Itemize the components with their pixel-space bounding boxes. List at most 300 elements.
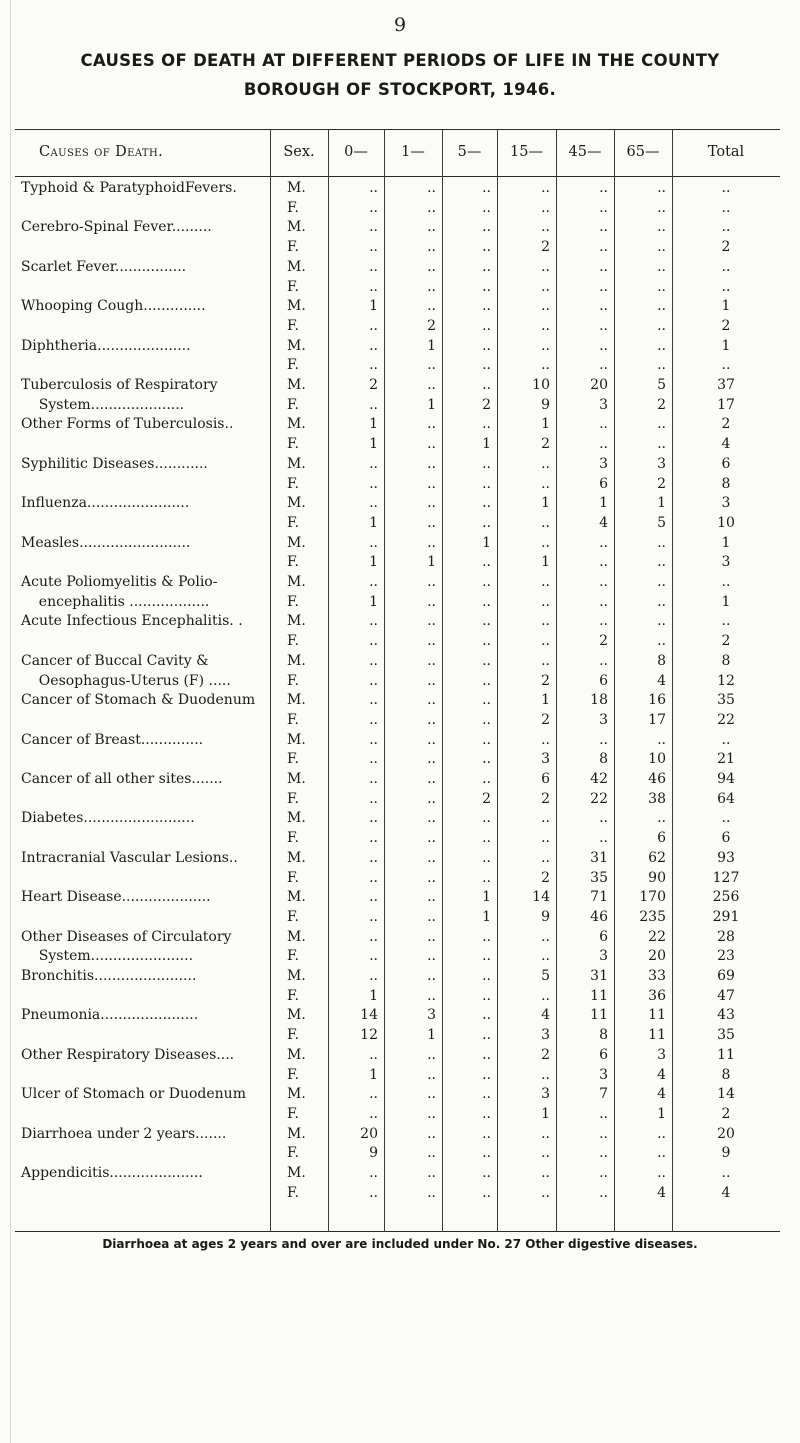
cause-label: Intracranial Vascular Lesions.. [21, 849, 238, 866]
cell-age-15: .. [541, 357, 550, 374]
cell-age-65: .. [657, 278, 666, 295]
sex-cell: F. [287, 948, 299, 965]
cell-age-0: 14 [360, 1007, 378, 1024]
cell-total: 93 [717, 849, 735, 866]
sex-cell: M. [287, 692, 306, 709]
sex-cell: M. [287, 337, 306, 354]
cell-age-1: .. [427, 731, 436, 748]
table-row [15, 771, 780, 788]
cell-total: 1 [721, 593, 731, 610]
cell-total: 8 [721, 652, 731, 669]
cell-age-0: .. [369, 771, 378, 787]
sex-cell: M. [287, 219, 306, 236]
cell-age-65: .. [657, 810, 666, 827]
cause-label [21, 357, 270, 374]
cell-age-1: .. [427, 377, 436, 393]
sex-cell: F. [287, 514, 299, 531]
cell-age-15: .. [541, 455, 550, 472]
table-row [15, 515, 780, 532]
cell-age-5: 2 [482, 790, 491, 807]
cell-age-65: .. [657, 554, 666, 571]
cell-age-15: 3 [541, 1027, 550, 1044]
cell-age-1: .. [427, 711, 436, 728]
cell-age-1: .. [427, 672, 436, 689]
cell-age-15: .. [541, 849, 550, 866]
cell-age-15: .. [541, 317, 550, 334]
cell-age-5: .. [482, 180, 491, 196]
cell-age-1: .. [427, 830, 436, 847]
cell-age-45: .. [599, 258, 608, 275]
cause-label [21, 988, 270, 1005]
cell-age-0: .. [369, 908, 378, 925]
cell-total: 1 [721, 534, 731, 551]
cell-total: .. [721, 731, 731, 748]
table-row [15, 673, 780, 690]
cause-label: Heart Disease.................... [21, 889, 211, 906]
cell-age-5: .. [482, 1105, 491, 1122]
cell-age-1: .. [427, 514, 436, 531]
cell-age-65: .. [657, 239, 666, 256]
cell-age-15: .. [541, 810, 550, 827]
cell-age-15: .. [541, 830, 550, 847]
table-row [15, 554, 780, 571]
cell-age-1: 1 [427, 554, 436, 571]
table-row [15, 200, 780, 217]
table-row [15, 377, 780, 394]
cell-total: 28 [717, 928, 735, 945]
cause-label [21, 751, 270, 768]
sex-cell: M. [287, 652, 306, 669]
cell-age-45: .. [599, 436, 608, 453]
cell-age-15: .. [541, 948, 550, 965]
cause-label [21, 830, 270, 847]
cause-label: Acute Poliomyelitis & Polio- [21, 574, 218, 590]
cell-age-45: 11 [590, 987, 608, 1004]
cell-age-0: .. [369, 495, 378, 512]
cell-age-45: 31 [590, 849, 608, 866]
table-row [15, 594, 780, 611]
table-bottom-rule [15, 1231, 780, 1232]
sex-cell: F. [287, 1105, 299, 1122]
cause-label [21, 1067, 270, 1084]
cell-age-0: .. [369, 1105, 378, 1122]
sex-cell: M. [287, 613, 306, 630]
table-row [15, 397, 780, 414]
cell-age-1: .. [427, 987, 436, 1004]
cell-total: 8 [721, 475, 731, 492]
cell-age-15: .. [541, 258, 550, 275]
cell-age-1: .. [427, 258, 436, 275]
cell-age-0: .. [369, 396, 378, 413]
cell-age-65: 1 [657, 1105, 666, 1122]
cell-age-15: 3 [541, 1086, 550, 1103]
cell-age-65: .. [657, 574, 666, 590]
cell-age-5: .. [482, 377, 491, 393]
cell-age-45: .. [599, 1165, 608, 1181]
cause-label [21, 554, 270, 571]
cell-total: 3 [721, 554, 731, 571]
cell-total: 10 [717, 514, 735, 531]
cause-label: System....................... [21, 948, 194, 965]
cell-age-65: .. [657, 1145, 666, 1162]
cell-age-5: .. [482, 574, 491, 590]
cell-age-15: .. [541, 278, 550, 295]
cause-label [21, 870, 270, 887]
cell-age-65: 3 [657, 455, 666, 472]
cell-age-0: .. [369, 633, 378, 650]
table-row [15, 1106, 780, 1123]
table-row [15, 870, 780, 887]
cell-age-1: .. [427, 219, 436, 236]
cell-age-1: .. [427, 239, 436, 256]
cell-total: 37 [717, 377, 735, 393]
cell-age-5: .. [482, 514, 491, 531]
table-row [15, 298, 780, 315]
cause-label: Cancer of Buccal Cavity & [21, 652, 209, 669]
sex-cell: F. [287, 987, 299, 1004]
cell-age-45: .. [599, 317, 608, 334]
table-row [15, 1185, 780, 1202]
cell-age-1: .. [427, 436, 436, 453]
cell-age-5: .. [482, 554, 491, 571]
table-row [15, 810, 780, 827]
cell-age-65: 11 [648, 1007, 666, 1024]
cause-label [21, 318, 270, 335]
cell-age-0: .. [369, 692, 378, 709]
cell-age-15: 4 [541, 1007, 550, 1024]
cause-label: Syphilitic Diseases............ [21, 455, 208, 472]
cell-age-45: .. [599, 239, 608, 256]
cell-age-5: .. [482, 593, 491, 610]
cell-age-0: .. [369, 790, 378, 807]
table-row [15, 1067, 780, 1084]
table-row [15, 948, 780, 965]
cell-age-45: .. [599, 357, 608, 374]
cell-age-1: .. [427, 810, 436, 827]
table-row [15, 338, 780, 355]
cell-age-65: 4 [657, 1086, 666, 1103]
cell-age-5: .. [482, 1145, 491, 1162]
cell-age-45: .. [599, 1105, 608, 1122]
sex-cell: M. [287, 1007, 306, 1024]
cause-label: Tuberculosis of Respiratory [21, 377, 218, 393]
cell-age-0: .. [369, 1086, 378, 1103]
cell-age-45: .. [599, 1184, 608, 1201]
cell-age-65: .. [657, 317, 666, 334]
table-row [15, 791, 780, 808]
sex-cell: F. [287, 1145, 299, 1162]
sex-cell: M. [287, 416, 306, 433]
cause-label: Cancer of all other sites....... [21, 771, 223, 787]
cell-total: .. [721, 258, 731, 275]
cell-total: 4 [721, 436, 731, 453]
cell-age-45: 2 [599, 633, 608, 650]
cell-age-1: .. [427, 495, 436, 512]
cell-total: 94 [717, 771, 735, 787]
cell-age-15: .. [541, 593, 550, 610]
sex-cell: M. [287, 455, 306, 472]
cell-age-45: .. [599, 731, 608, 748]
table-row [15, 1126, 780, 1143]
cell-age-65: 4 [657, 1184, 666, 1201]
cell-age-65: 11 [648, 1027, 666, 1044]
cell-age-5: .. [482, 1125, 491, 1142]
cell-age-1: .. [427, 968, 436, 984]
table-row [15, 929, 780, 946]
cause-label [21, 909, 270, 926]
table-row [15, 574, 780, 591]
sex-cell: M. [287, 1086, 306, 1103]
cell-total: 127 [712, 869, 740, 886]
cause-label: Cerebro-Spinal Fever......... [21, 219, 212, 236]
cell-age-0: .. [369, 534, 378, 551]
cell-age-5: .. [482, 258, 491, 275]
cell-age-1: .. [427, 1086, 436, 1103]
cell-age-65: .. [657, 337, 666, 354]
cell-total: .. [721, 613, 731, 630]
cell-age-5: 1 [482, 908, 491, 925]
cell-total: .. [721, 357, 731, 374]
sex-cell: F. [287, 751, 299, 768]
cell-age-0: .. [369, 652, 378, 669]
cell-age-15: .. [541, 1125, 550, 1142]
cell-age-45: 6 [599, 1046, 608, 1063]
cell-age-0: .. [369, 810, 378, 827]
cell-age-0: .. [369, 199, 378, 216]
sex-cell: F. [287, 475, 299, 492]
cell-age-0: 12 [360, 1027, 378, 1044]
cell-age-5: .. [482, 968, 491, 984]
cell-age-15: 6 [541, 771, 550, 787]
cell-total: 8 [721, 1066, 731, 1083]
cell-total: .. [721, 574, 731, 590]
cell-age-45: .. [599, 219, 608, 236]
cause-label: System..................... [21, 396, 185, 413]
cell-age-45: 46 [590, 908, 608, 925]
table-row [15, 889, 780, 906]
cell-age-0: .. [369, 455, 378, 472]
table-row [15, 1145, 780, 1162]
cell-age-0: .. [369, 613, 378, 630]
cell-age-0: .. [369, 751, 378, 768]
cell-age-5: .. [482, 1007, 491, 1024]
cell-age-5: .. [482, 455, 491, 472]
cell-age-0: .. [369, 278, 378, 295]
header-age-45: 45— [568, 144, 602, 160]
cell-total: 35 [717, 692, 735, 709]
cell-age-45: 3 [599, 711, 608, 728]
table-row [15, 436, 780, 453]
cell-age-5: .. [482, 416, 491, 433]
cell-age-0: .. [369, 711, 378, 728]
sex-cell: F. [287, 633, 299, 650]
table-row [15, 1165, 780, 1182]
table-row [15, 830, 780, 847]
sex-cell: F. [287, 711, 299, 728]
cell-total: 11 [717, 1046, 735, 1063]
cell-age-5: .. [482, 751, 491, 768]
sex-cell: M. [287, 258, 306, 275]
cell-age-1: 3 [427, 1007, 436, 1024]
sex-cell: F. [287, 278, 299, 295]
cell-age-15: .. [541, 987, 550, 1004]
causes-of-death-table [15, 129, 780, 1232]
cause-label: Scarlet Fever................ [21, 258, 187, 275]
cause-label [21, 712, 270, 729]
cell-age-1: .. [427, 908, 436, 925]
cell-age-45: 31 [590, 968, 608, 984]
table-row [15, 1007, 780, 1024]
cell-age-15: 1 [541, 416, 550, 433]
table-row [15, 180, 780, 197]
cause-label: Influenza....................... [21, 495, 190, 512]
table-title-line-2: BOROUGH OF STOCKPORT, 1946. [243, 80, 557, 99]
cell-total: 21 [717, 751, 735, 768]
cell-age-65: .. [657, 180, 666, 196]
cell-age-45: 8 [599, 751, 608, 768]
cause-label: Cancer of Breast.............. [21, 731, 204, 748]
cell-age-0: 1 [369, 1066, 378, 1083]
cell-age-0: .. [369, 869, 378, 886]
table-row [15, 613, 780, 630]
sex-cell: M. [287, 1125, 306, 1142]
cell-age-65: 170 [639, 889, 666, 906]
cell-age-5: .. [482, 1184, 491, 1201]
cell-age-0: 2 [369, 377, 378, 393]
sex-cell: F. [287, 317, 299, 334]
cell-age-45: .. [599, 416, 608, 433]
cause-label [21, 476, 270, 493]
cell-total: 22 [717, 711, 735, 728]
sex-cell: F. [287, 554, 299, 571]
table-row [15, 416, 780, 433]
cell-age-15: 2 [541, 239, 550, 256]
cell-total: 6 [721, 830, 731, 847]
cell-age-45: 35 [590, 869, 608, 886]
cell-age-65: 46 [648, 771, 666, 787]
table-row [15, 633, 780, 650]
cell-age-15: .. [541, 928, 550, 945]
cell-total: 291 [712, 908, 740, 925]
cell-age-1: .. [427, 534, 436, 551]
cell-age-0: .. [369, 849, 378, 866]
sex-cell: M. [287, 889, 306, 906]
cell-age-1: .. [427, 889, 436, 906]
cell-age-0: 1 [369, 416, 378, 433]
cell-age-5: .. [482, 317, 491, 334]
cell-age-1: .. [427, 1145, 436, 1162]
cell-age-15: .. [541, 652, 550, 669]
cell-age-15: .. [541, 633, 550, 650]
cell-age-15: .. [541, 613, 550, 630]
cell-total: 20 [717, 1125, 735, 1142]
cell-age-1: .. [427, 1066, 436, 1083]
cell-total: .. [721, 810, 731, 827]
sex-cell: F. [287, 357, 299, 374]
cause-label: Pneumonia...................... [21, 1007, 199, 1024]
cell-age-5: .. [482, 219, 491, 236]
cell-age-5: .. [482, 278, 491, 295]
cell-age-1: .. [427, 475, 436, 492]
cell-age-1: 1 [427, 1027, 436, 1044]
cell-age-0: .. [369, 928, 378, 945]
cell-age-5: 1 [482, 889, 491, 906]
cell-age-45: 6 [599, 475, 608, 492]
cell-total: 35 [717, 1027, 735, 1044]
cause-label [21, 1145, 270, 1162]
header-age-15: 15— [510, 144, 543, 160]
cell-age-65: 3 [657, 1046, 666, 1063]
cell-age-15: 1 [541, 1105, 550, 1122]
cell-age-0: .. [369, 731, 378, 748]
cause-label [21, 1106, 270, 1123]
cell-age-0: .. [369, 830, 378, 847]
cell-age-15: .. [541, 298, 550, 315]
sex-cell: M. [287, 495, 306, 512]
cell-age-1: .. [427, 357, 436, 374]
sex-cell: F. [287, 908, 299, 925]
cause-label: Whooping Cough.............. [21, 298, 206, 315]
cell-age-5: .. [482, 692, 491, 709]
sex-cell: F. [287, 1066, 299, 1083]
cell-age-65: 36 [648, 987, 666, 1004]
cell-total: 2 [721, 1105, 731, 1122]
cell-age-0: .. [369, 948, 378, 965]
cell-age-45: .. [599, 278, 608, 295]
cell-total: 6 [721, 455, 731, 472]
cell-age-45: .. [599, 830, 608, 847]
cell-age-65: .. [657, 1125, 666, 1142]
header-age-5: 5— [457, 144, 482, 160]
cause-label [21, 1185, 270, 1202]
cell-age-1: .. [427, 416, 436, 433]
cell-age-15: .. [541, 180, 550, 196]
cell-age-15: 2 [541, 436, 550, 453]
cell-age-5: .. [482, 711, 491, 728]
cell-age-45: .. [599, 180, 608, 196]
cell-age-5: .. [482, 830, 491, 847]
table-row [15, 239, 780, 256]
cell-age-45: 7 [599, 1086, 608, 1103]
cause-label: Ulcer of Stomach or Duodenum [21, 1086, 246, 1103]
cell-age-5: .. [482, 672, 491, 689]
cell-age-0: .. [369, 357, 378, 374]
cause-label: Bronchitis....................... [21, 968, 197, 984]
table-row [15, 456, 780, 473]
cell-age-45: .. [599, 1125, 608, 1142]
cell-age-45: 3 [599, 948, 608, 965]
cell-age-65: .. [657, 219, 666, 236]
cell-age-5: .. [482, 948, 491, 965]
cell-age-1: .. [427, 298, 436, 315]
cell-age-5: .. [482, 613, 491, 630]
cell-age-5: .. [482, 239, 491, 256]
cell-age-5: .. [482, 495, 491, 512]
sex-cell: M. [287, 180, 306, 196]
cell-age-65: 235 [639, 908, 666, 925]
cell-age-15: .. [541, 1184, 550, 1201]
cell-age-15: 2 [541, 790, 550, 807]
table-row [15, 751, 780, 768]
cell-age-45: 11 [590, 1007, 608, 1024]
sex-cell: M. [287, 731, 306, 748]
cause-label [21, 791, 270, 808]
cell-age-65: 20 [648, 948, 666, 965]
cell-age-1: .. [427, 948, 436, 965]
cell-age-5: .. [482, 1086, 491, 1103]
cell-age-45: .. [599, 534, 608, 551]
cell-age-5: .. [482, 1165, 491, 1181]
